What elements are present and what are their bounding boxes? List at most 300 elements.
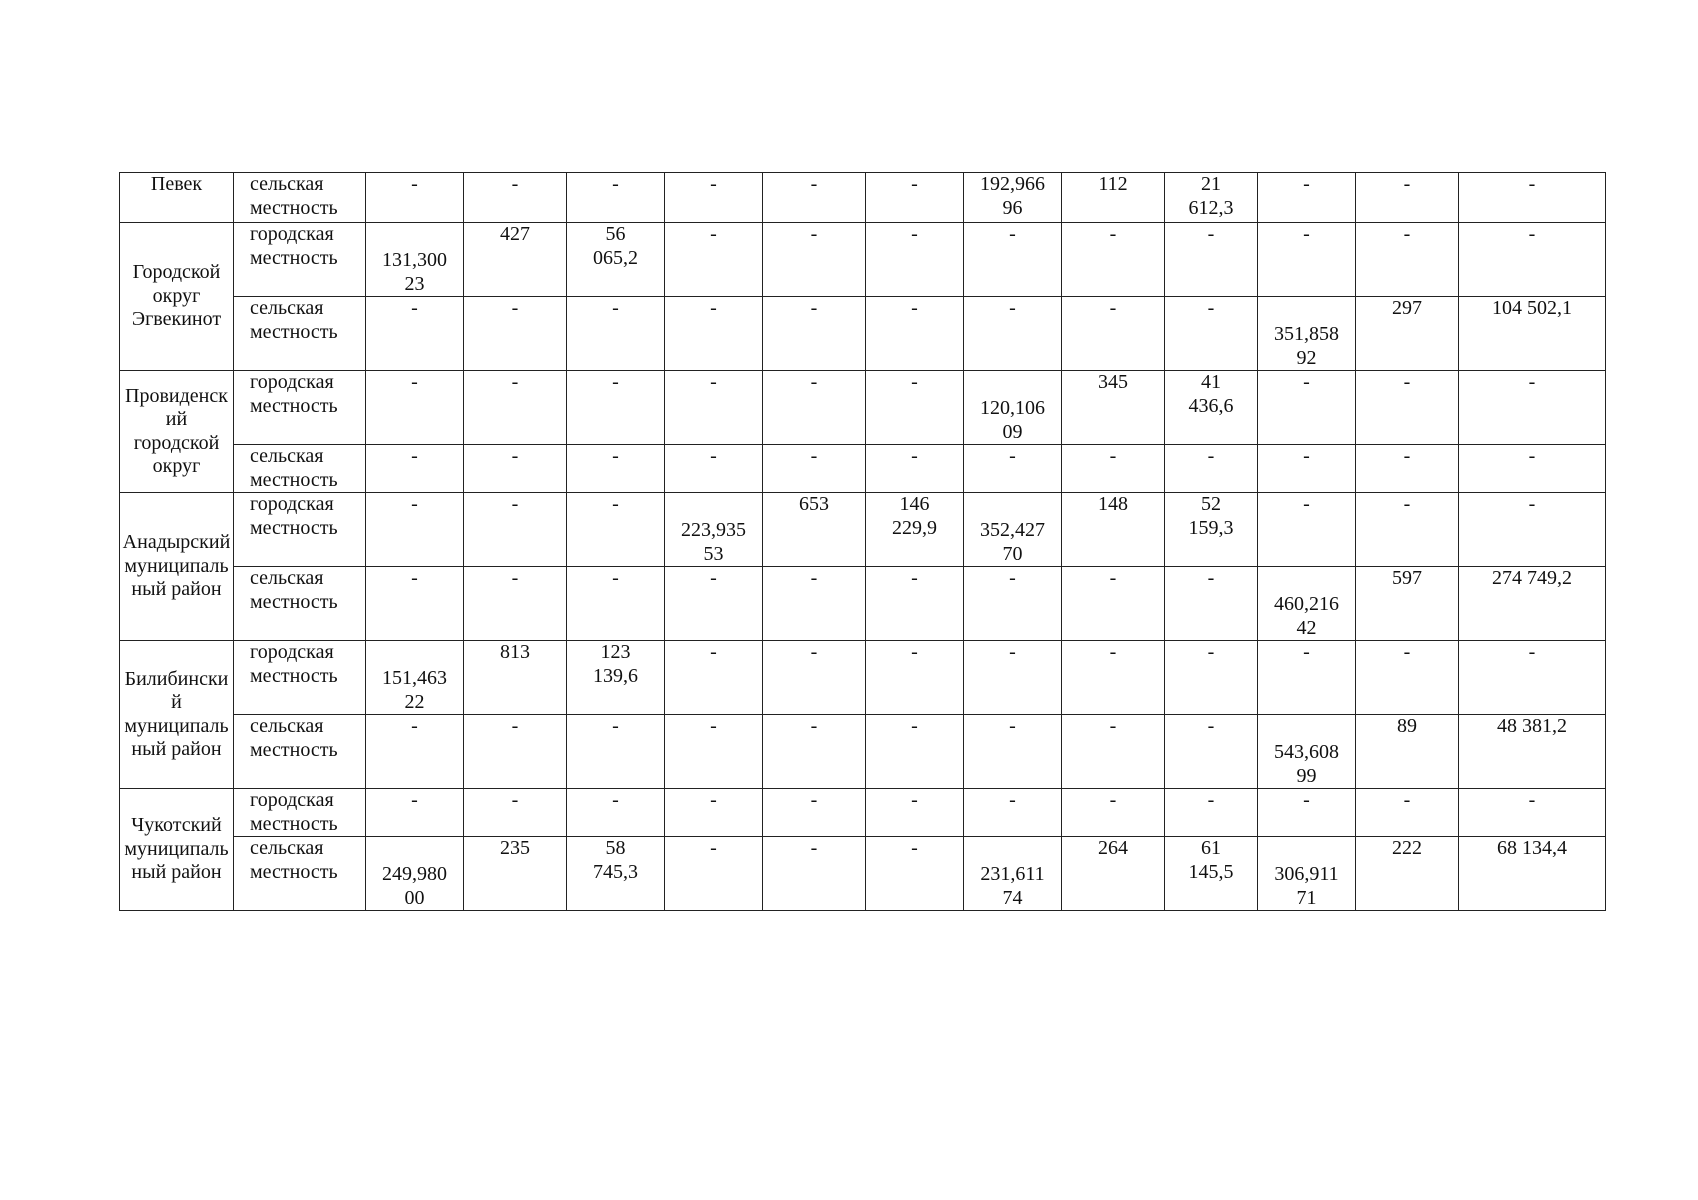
value-text: -	[710, 445, 717, 467]
value-text: 653	[799, 493, 829, 515]
value-text: -	[1303, 371, 1310, 393]
region-label: Певек	[150, 173, 203, 195]
value-cell	[964, 223, 1062, 297]
value-cell	[1165, 837, 1258, 911]
value-cell	[1062, 173, 1165, 223]
value-text: -	[1207, 445, 1215, 467]
value-text: -	[612, 567, 619, 589]
value-cell	[567, 371, 665, 445]
value-text: -	[1403, 371, 1411, 393]
value-text: 58 745,3	[593, 837, 638, 883]
value-cell	[464, 223, 567, 297]
value-cell	[1459, 223, 1606, 297]
value-cell	[1062, 297, 1165, 371]
value-cell	[964, 173, 1062, 223]
value-text: -	[1207, 223, 1215, 245]
area-type-label: сельская местность	[250, 173, 338, 219]
value-text: -	[1303, 641, 1310, 663]
area-type-cell	[234, 567, 366, 641]
value-text: 104 502,1	[1492, 297, 1572, 319]
value-cell	[665, 371, 763, 445]
value-text: -	[411, 493, 418, 515]
area-type-label: городская местность	[250, 641, 338, 687]
value-text: -	[411, 715, 418, 737]
value-cell	[464, 715, 567, 789]
value-text: -	[911, 371, 918, 393]
value-text: 148	[1098, 493, 1128, 515]
value-text: -	[612, 715, 619, 737]
area-type-cell	[234, 837, 366, 911]
value-cell	[1258, 641, 1356, 715]
value-text: 264	[1098, 837, 1128, 859]
value-text: 112	[1098, 173, 1128, 195]
value-text: -	[511, 173, 519, 195]
value-text: -	[710, 715, 717, 737]
value-cell	[1258, 223, 1356, 297]
table-body	[120, 173, 1606, 911]
area-type-cell	[234, 371, 366, 445]
value-cell	[665, 297, 763, 371]
value-cell	[763, 297, 866, 371]
value-cell	[1258, 493, 1356, 567]
value-cell	[366, 789, 464, 837]
value-text: -	[1207, 789, 1215, 811]
value-cell	[1459, 641, 1606, 715]
value-text: -	[1009, 641, 1016, 663]
value-cell	[665, 173, 763, 223]
value-text: -	[1528, 789, 1536, 811]
value-text: -	[810, 371, 818, 393]
value-text: -	[612, 789, 619, 811]
value-cell	[366, 493, 464, 567]
value-cell	[964, 297, 1062, 371]
area-type-cell	[234, 715, 366, 789]
value-cell	[366, 371, 464, 445]
value-cell	[1062, 223, 1165, 297]
value-cell	[763, 223, 866, 297]
value-cell	[366, 567, 464, 641]
value-text: -	[1303, 173, 1310, 195]
value-text: -	[1403, 173, 1411, 195]
region-cell	[120, 223, 234, 371]
value-text: -	[612, 173, 619, 195]
table-row	[120, 567, 1606, 641]
value-text: 56 065,2	[593, 223, 638, 269]
value-text: 21 612,3	[1188, 173, 1234, 219]
value-text: -	[1403, 445, 1411, 467]
value-text: -	[411, 789, 418, 811]
table-row	[120, 789, 1606, 837]
value-text: 235	[500, 837, 530, 859]
area-type-cell	[234, 297, 366, 371]
value-text: -	[411, 567, 418, 589]
table-row	[120, 173, 1606, 223]
value-text: -	[511, 371, 519, 393]
value-text: -	[911, 445, 918, 467]
value-cell	[1459, 493, 1606, 567]
value-cell	[1356, 223, 1459, 297]
value-cell	[1356, 493, 1459, 567]
value-cell	[964, 445, 1062, 493]
value-text: 52 159,3	[1188, 493, 1234, 539]
value-text: 131,300 23	[382, 249, 447, 295]
value-text: 151,463 22	[382, 667, 447, 713]
value-cell	[763, 493, 866, 567]
value-cell	[567, 493, 665, 567]
value-cell	[964, 371, 1062, 445]
value-text: -	[1109, 715, 1117, 737]
region-cell	[120, 641, 234, 789]
value-text: 231,611 74	[980, 863, 1045, 909]
value-text: -	[810, 173, 818, 195]
value-text: -	[1109, 567, 1117, 589]
value-text: -	[1207, 297, 1215, 319]
value-cell	[1459, 297, 1606, 371]
statistics-table	[119, 172, 1606, 911]
value-cell	[866, 715, 964, 789]
value-text: -	[1207, 567, 1215, 589]
value-text: -	[710, 371, 717, 393]
value-cell	[1165, 493, 1258, 567]
value-cell	[1356, 445, 1459, 493]
area-type-label: городская местность	[250, 789, 338, 835]
value-text: 192,966 96	[980, 173, 1045, 219]
value-cell	[964, 837, 1062, 911]
value-cell	[1062, 371, 1165, 445]
value-cell	[866, 837, 964, 911]
value-cell	[1165, 297, 1258, 371]
area-type-cell	[234, 789, 366, 837]
value-text: 345	[1098, 371, 1128, 393]
value-cell	[964, 789, 1062, 837]
value-text: -	[1303, 223, 1310, 245]
value-text: -	[810, 837, 818, 859]
value-text: -	[511, 567, 519, 589]
value-cell	[665, 567, 763, 641]
value-text: -	[411, 173, 418, 195]
value-text: 120,106 09	[980, 397, 1045, 443]
value-cell	[464, 837, 567, 911]
value-text: -	[710, 789, 717, 811]
value-text: -	[710, 837, 717, 859]
value-cell	[1356, 173, 1459, 223]
region-label: Анадырский муниципаль ный район	[122, 531, 231, 601]
value-text: -	[511, 297, 519, 319]
value-text: -	[911, 641, 918, 663]
value-cell	[1258, 567, 1356, 641]
value-cell	[1062, 493, 1165, 567]
value-text: -	[1528, 223, 1536, 245]
value-cell	[665, 445, 763, 493]
value-text: -	[810, 715, 818, 737]
value-cell	[1356, 641, 1459, 715]
value-text: -	[511, 445, 519, 467]
value-text: 306,911 71	[1274, 863, 1339, 909]
value-text: -	[1109, 641, 1117, 663]
value-text: 48 381,2	[1497, 715, 1567, 737]
value-text: -	[1528, 641, 1536, 663]
value-cell	[1165, 789, 1258, 837]
area-type-cell	[234, 445, 366, 493]
value-cell	[1356, 371, 1459, 445]
value-text: -	[1009, 715, 1016, 737]
value-text: -	[511, 789, 519, 811]
area-type-label: сельская местность	[250, 715, 338, 761]
value-text: -	[1109, 297, 1117, 319]
value-text: -	[1403, 641, 1411, 663]
value-cell	[763, 789, 866, 837]
area-type-label: городская местность	[250, 223, 338, 269]
area-type-label: сельская местность	[250, 837, 338, 883]
value-cell	[763, 173, 866, 223]
value-text: -	[1528, 493, 1536, 515]
value-cell	[567, 715, 665, 789]
area-type-cell	[234, 493, 366, 567]
value-cell	[763, 837, 866, 911]
value-cell	[366, 641, 464, 715]
value-cell	[1459, 715, 1606, 789]
value-text: -	[511, 715, 519, 737]
value-cell	[866, 297, 964, 371]
value-text: -	[911, 789, 918, 811]
value-cell	[1356, 789, 1459, 837]
value-cell	[763, 715, 866, 789]
value-cell	[763, 371, 866, 445]
value-text: -	[1009, 297, 1016, 319]
value-cell	[1062, 789, 1165, 837]
value-cell	[464, 173, 567, 223]
value-cell	[1459, 837, 1606, 911]
value-text: 223,935 53	[681, 519, 746, 565]
value-cell	[866, 223, 964, 297]
value-cell	[1258, 445, 1356, 493]
value-cell	[763, 445, 866, 493]
value-text: -	[911, 567, 918, 589]
value-text: -	[1009, 567, 1016, 589]
value-cell	[464, 641, 567, 715]
table-row	[120, 493, 1606, 567]
region-cell	[120, 371, 234, 493]
value-text: -	[1009, 789, 1016, 811]
value-text: 813	[500, 641, 530, 663]
region-cell	[120, 173, 234, 223]
table-row	[120, 715, 1606, 789]
value-text: -	[1009, 445, 1016, 467]
value-cell	[366, 223, 464, 297]
value-text: -	[1303, 493, 1310, 515]
value-text: 274 749,2	[1492, 567, 1572, 589]
value-text: -	[612, 297, 619, 319]
value-cell	[964, 715, 1062, 789]
value-text: 68 134,4	[1497, 837, 1567, 859]
value-text: -	[1109, 445, 1117, 467]
value-cell	[1459, 567, 1606, 641]
value-cell	[366, 715, 464, 789]
value-text: -	[612, 371, 619, 393]
value-cell	[464, 789, 567, 837]
value-text: -	[911, 173, 918, 195]
value-cell	[964, 493, 1062, 567]
value-cell	[464, 493, 567, 567]
value-cell	[567, 567, 665, 641]
value-cell	[763, 641, 866, 715]
value-cell	[665, 789, 763, 837]
value-text: -	[710, 297, 717, 319]
value-text: -	[411, 297, 418, 319]
table-row	[120, 837, 1606, 911]
region-cell	[120, 789, 234, 911]
value-cell	[866, 493, 964, 567]
value-text: -	[911, 297, 918, 319]
value-cell	[1165, 715, 1258, 789]
value-cell	[1258, 371, 1356, 445]
table-row	[120, 445, 1606, 493]
value-text: -	[810, 789, 818, 811]
value-cell	[567, 297, 665, 371]
value-cell	[1258, 297, 1356, 371]
value-text: 249,980 00	[382, 863, 447, 909]
value-text: 146 229,9	[892, 493, 937, 539]
value-cell	[1459, 789, 1606, 837]
value-text: -	[1528, 173, 1536, 195]
value-text: -	[1528, 371, 1536, 393]
value-cell	[567, 173, 665, 223]
value-text: -	[1528, 445, 1536, 467]
area-type-cell	[234, 223, 366, 297]
value-text: -	[612, 493, 619, 515]
area-type-label: сельская местность	[250, 297, 338, 343]
area-type-label: сельская местность	[250, 445, 338, 491]
table-row	[120, 297, 1606, 371]
value-cell	[366, 445, 464, 493]
value-text: -	[1403, 789, 1411, 811]
table-row	[120, 371, 1606, 445]
area-type-label: городская местность	[250, 371, 338, 417]
value-cell	[1258, 837, 1356, 911]
value-text: -	[810, 223, 818, 245]
value-text: 351,858 92	[1274, 323, 1339, 369]
value-cell	[464, 445, 567, 493]
value-cell	[567, 837, 665, 911]
value-cell	[567, 223, 665, 297]
value-cell	[866, 371, 964, 445]
value-cell	[1062, 715, 1165, 789]
value-text: 297	[1392, 297, 1422, 319]
value-cell	[464, 371, 567, 445]
value-text: -	[710, 173, 717, 195]
value-text: -	[1403, 223, 1411, 245]
value-cell	[567, 641, 665, 715]
value-text: 222	[1392, 837, 1422, 859]
value-cell	[1062, 567, 1165, 641]
value-cell	[1165, 223, 1258, 297]
value-text: -	[1207, 641, 1215, 663]
value-text: 123 139,6	[593, 641, 638, 687]
value-text: -	[911, 715, 918, 737]
value-cell	[1062, 641, 1165, 715]
value-text: -	[1403, 493, 1411, 515]
value-text: -	[612, 445, 619, 467]
value-cell	[665, 837, 763, 911]
value-cell	[665, 641, 763, 715]
value-cell	[866, 567, 964, 641]
table-row	[120, 223, 1606, 297]
value-text: -	[511, 493, 519, 515]
area-type-label: сельская местность	[250, 567, 338, 613]
value-text: 460,216 42	[1274, 593, 1339, 639]
value-cell	[964, 641, 1062, 715]
value-text: -	[710, 223, 717, 245]
value-cell	[1459, 371, 1606, 445]
value-text: -	[810, 297, 818, 319]
value-cell	[1165, 567, 1258, 641]
value-cell	[1258, 173, 1356, 223]
value-cell	[1165, 641, 1258, 715]
region-label: Билибински й муниципаль ный район	[124, 667, 229, 760]
value-cell	[964, 567, 1062, 641]
value-cell	[866, 641, 964, 715]
value-cell	[763, 567, 866, 641]
value-cell	[1062, 837, 1165, 911]
value-text: -	[411, 445, 418, 467]
value-cell	[1459, 173, 1606, 223]
value-cell	[1165, 371, 1258, 445]
region-label: Чукотский муниципаль ный район	[124, 814, 229, 884]
value-cell	[1356, 297, 1459, 371]
value-cell	[567, 445, 665, 493]
value-text: -	[810, 445, 818, 467]
value-cell	[567, 789, 665, 837]
value-text: -	[1303, 789, 1310, 811]
value-text: -	[911, 837, 918, 859]
value-text: -	[710, 641, 717, 663]
table-row	[120, 641, 1606, 715]
value-text: 89	[1397, 715, 1417, 737]
value-cell	[1356, 715, 1459, 789]
value-text: -	[1109, 223, 1117, 245]
value-cell	[866, 789, 964, 837]
value-cell	[464, 567, 567, 641]
value-cell	[366, 297, 464, 371]
value-text: -	[1009, 223, 1016, 245]
value-text: 597	[1392, 567, 1422, 589]
value-text: 427	[500, 223, 530, 245]
region-label: Городской округ Эгвекинот	[131, 261, 222, 331]
region-label: Провиденск ий городской округ	[125, 384, 228, 477]
value-cell	[366, 173, 464, 223]
value-cell	[1165, 173, 1258, 223]
value-cell	[665, 223, 763, 297]
value-cell	[866, 173, 964, 223]
value-text: -	[1207, 715, 1215, 737]
value-text: -	[710, 567, 717, 589]
value-cell	[1165, 445, 1258, 493]
value-cell	[1356, 567, 1459, 641]
value-text: -	[1109, 789, 1117, 811]
value-text: -	[411, 371, 418, 393]
value-cell	[464, 297, 567, 371]
value-cell	[1258, 789, 1356, 837]
value-cell	[1258, 715, 1356, 789]
value-cell	[366, 837, 464, 911]
value-text: -	[810, 567, 818, 589]
area-type-cell	[234, 173, 366, 223]
value-text: 61 145,5	[1188, 837, 1234, 883]
area-type-label: городская местность	[250, 493, 338, 539]
value-text: -	[911, 223, 918, 245]
value-cell	[665, 493, 763, 567]
area-type-cell	[234, 641, 366, 715]
